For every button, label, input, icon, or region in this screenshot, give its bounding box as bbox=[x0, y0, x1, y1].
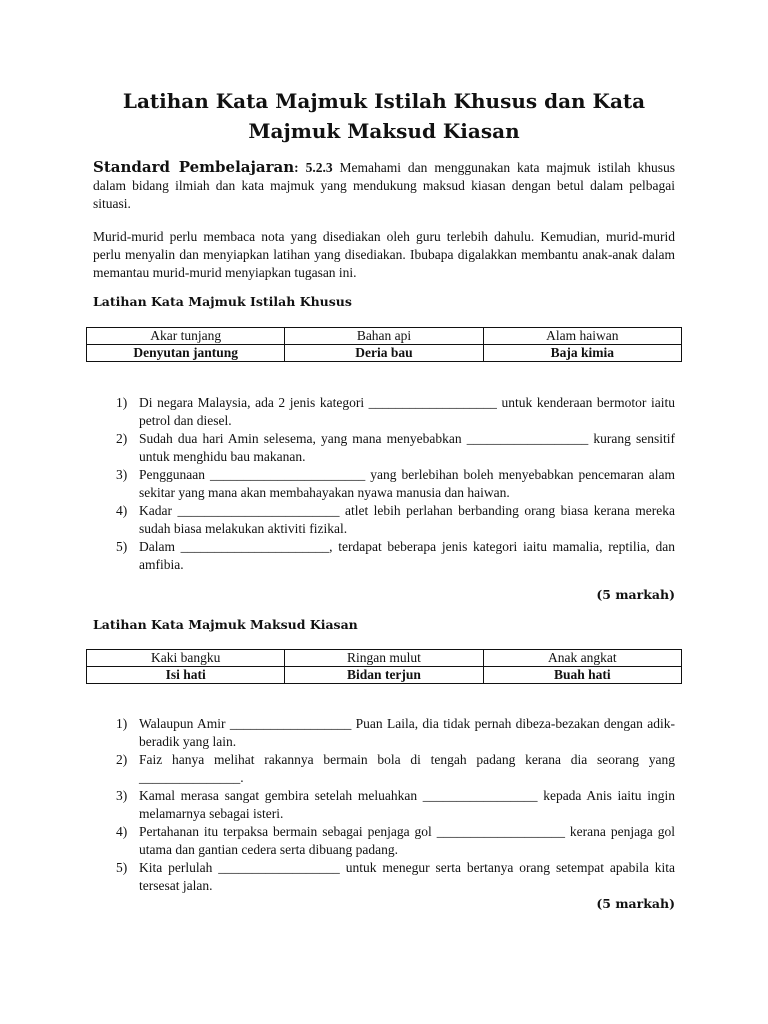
word-table-istilah-khusus bbox=[86, 327, 682, 362]
list-item bbox=[93, 538, 675, 574]
section-heading-istilah-khusus: Latihan Kata Majmuk Istilah Khusus bbox=[93, 294, 352, 309]
list-item bbox=[93, 859, 675, 895]
table-cell: Bidan terjun bbox=[285, 667, 483, 684]
question-list-maksud-kiasan bbox=[93, 715, 675, 895]
question-text: Pertahanan itu terpaksa bermain sebagai penjaga gol ___________________ kerana penjaga gol utama dan gantian cedera serta dibuang padang. bbox=[139, 824, 675, 857]
table-row bbox=[87, 328, 682, 345]
question-number: 1) bbox=[116, 395, 128, 410]
question-number: 2) bbox=[116, 431, 128, 446]
list-item bbox=[93, 466, 675, 502]
table-cell: Buah hati bbox=[483, 667, 681, 684]
learning-standard bbox=[93, 158, 675, 213]
word-table-maksud-kiasan bbox=[86, 649, 682, 684]
table-cell: Anak angkat bbox=[483, 650, 681, 667]
marks-label: (5 markah) bbox=[596, 587, 675, 602]
question-number: 2) bbox=[116, 752, 128, 767]
list-item bbox=[93, 823, 675, 859]
question-number: 3) bbox=[116, 788, 128, 803]
question-number: 1) bbox=[116, 716, 128, 731]
marks-label: (5 markah) bbox=[596, 896, 675, 911]
table-cell: Alam haiwan bbox=[483, 328, 681, 345]
question-text: Sudah dua hari Amin selesema, yang mana menyebabkan __________________ kurang sensitif untuk menghidu bau makanan. bbox=[139, 431, 675, 464]
question-text: Faiz hanya melihat rakannya bermain bola di tengah padang kerana dia seorang yang _______________. bbox=[139, 752, 675, 785]
table-cell: Deria bau bbox=[285, 345, 483, 362]
table-cell: Akar tunjang bbox=[87, 328, 285, 345]
question-text: Walaupun Amir __________________ Puan Laila, dia tidak pernah dibeza-bezakan dengan adik-beradik yang lain. bbox=[139, 716, 675, 749]
list-item bbox=[93, 787, 675, 823]
question-text: Kamal merasa sangat gembira setelah meluahkan _________________ kepada Anis iaitu ingin melamarnya sebagai isteri. bbox=[139, 788, 675, 821]
list-item bbox=[93, 751, 675, 787]
standard-text: Memahami dan menggunakan kata majmuk istilah khusus dalam bidang ilmiah dan kata majmuk yang mendukung maksud kiasan dengan betul dalam pelbagai situasi. bbox=[93, 160, 675, 211]
question-text: Penggunaan _______________________ yang berlebihan boleh menyebabkan pencemaran alam sekitar yang mana akan membahayakan nyawa manusia dan haiwan. bbox=[139, 467, 675, 500]
question-number: 5) bbox=[116, 860, 128, 875]
table-row bbox=[87, 345, 682, 362]
table-cell: Baja kimia bbox=[483, 345, 681, 362]
list-item bbox=[93, 394, 675, 430]
instruction-paragraph: Murid-murid perlu membaca nota yang disediakan oleh guru terlebih dahulu. Kemudian, murid-murid perlu menyalin dan menyiapkan latihan yang disediakan. Ibubapa digalakkan membantu anak-anak dalam memantau murid-murid menyiapkan tugasan ini. bbox=[93, 229, 675, 280]
question-text: Di negara Malaysia, ada 2 jenis kategori ___________________ untuk kenderaan bermotor iaitu petrol dan diesel. bbox=[139, 395, 675, 428]
list-item bbox=[93, 502, 675, 538]
standard-code: : 5.2.3 bbox=[294, 160, 333, 175]
question-text: Kadar ________________________ atlet lebih perlahan berbanding orang biasa kerana mereka sudah biasa melakukan aktiviti fizikal. bbox=[139, 503, 675, 536]
question-number: 4) bbox=[116, 824, 128, 839]
question-number: 3) bbox=[116, 467, 128, 482]
question-number: 5) bbox=[116, 539, 128, 554]
table-cell: Bahan api bbox=[285, 328, 483, 345]
question-text: Kita perlulah __________________ untuk menegur serta bertanya orang setempat apabila kita tersesat jalan. bbox=[139, 860, 675, 893]
table-cell: Ringan mulut bbox=[285, 650, 483, 667]
section-heading-maksud-kiasan: Latihan Kata Majmuk Maksud Kiasan bbox=[93, 617, 358, 632]
list-item bbox=[93, 430, 675, 466]
page-title: Latihan Kata Majmuk Istilah Khusus dan Kata Majmuk Maksud Kiasan bbox=[122, 89, 646, 143]
question-text: Dalam ______________________, terdapat beberapa jenis kategori iaitu mamalia, reptilia, dan amfibia. bbox=[139, 539, 675, 572]
list-item bbox=[93, 715, 675, 751]
table-cell: Kaki bangku bbox=[87, 650, 285, 667]
standard-label: Standard Pembelajaran bbox=[93, 158, 295, 176]
table-cell: Isi hati bbox=[87, 667, 285, 684]
table-cell: Denyutan jantung bbox=[87, 345, 285, 362]
table-row bbox=[87, 667, 682, 684]
question-number: 4) bbox=[116, 503, 128, 518]
question-list-istilah-khusus bbox=[93, 394, 675, 574]
table-row bbox=[87, 650, 682, 667]
